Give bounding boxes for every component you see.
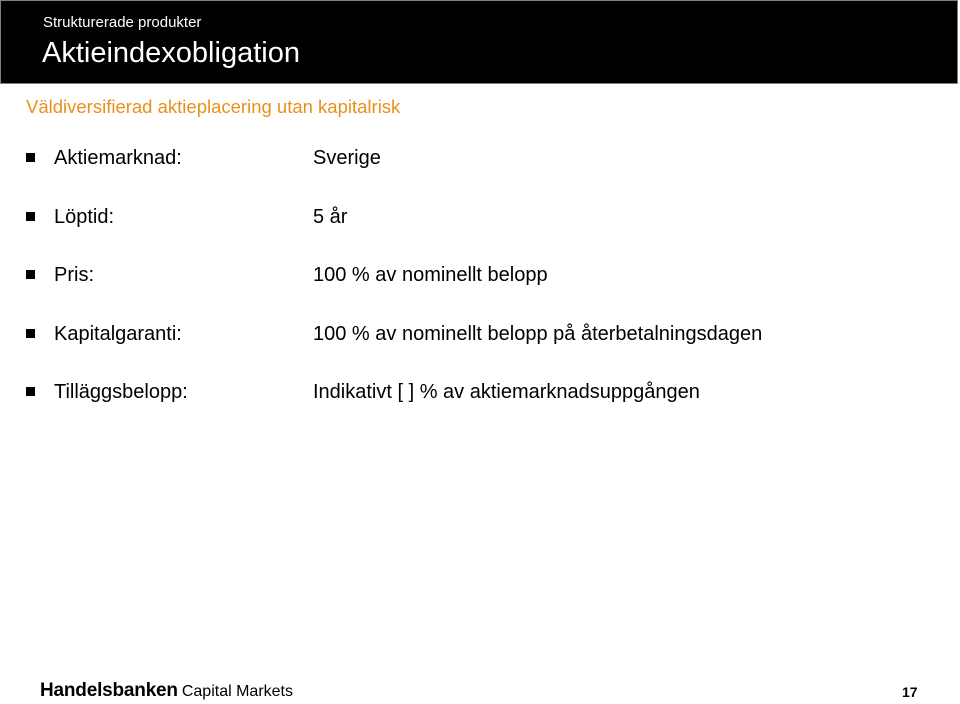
page-number: 17 [902,684,918,700]
logo-secondary-text: Capital Markets [181,683,293,700]
company-logo [40,680,293,702]
slide-subtitle: Väldiversifierad aktieplacering utan kapitalrisk [26,96,401,117]
square-bullet-icon [26,329,35,338]
logo-primary-text: Handelsbanken [40,680,178,701]
list-item [0,323,960,353]
header-bar [0,0,958,84]
item-value: 5 år [313,206,348,228]
item-label: Pris: [54,264,94,286]
list-item [0,206,960,236]
square-bullet-icon [26,212,35,221]
list-item [0,264,960,294]
item-label: Aktiemarknad: [54,147,182,169]
slide-title: Aktieindexobligation [42,37,300,69]
section-category: Strukturerade produkter [43,14,202,31]
item-value: Sverige [313,147,381,169]
item-label: Kapitalgaranti: [54,323,182,345]
item-value: 100 % av nominellt belopp [313,264,548,286]
square-bullet-icon [26,270,35,279]
item-label: Löptid: [54,206,115,228]
item-label: Tilläggsbelopp: [54,381,188,403]
list-item [0,381,960,411]
square-bullet-icon [26,387,35,396]
item-value: Indikativt [ ] % av aktiemarknadsuppgången [313,381,700,403]
list-item [0,147,960,177]
item-value: 100 % av nominellt belopp på återbetalningsdagen [313,323,763,345]
square-bullet-icon [26,153,35,162]
